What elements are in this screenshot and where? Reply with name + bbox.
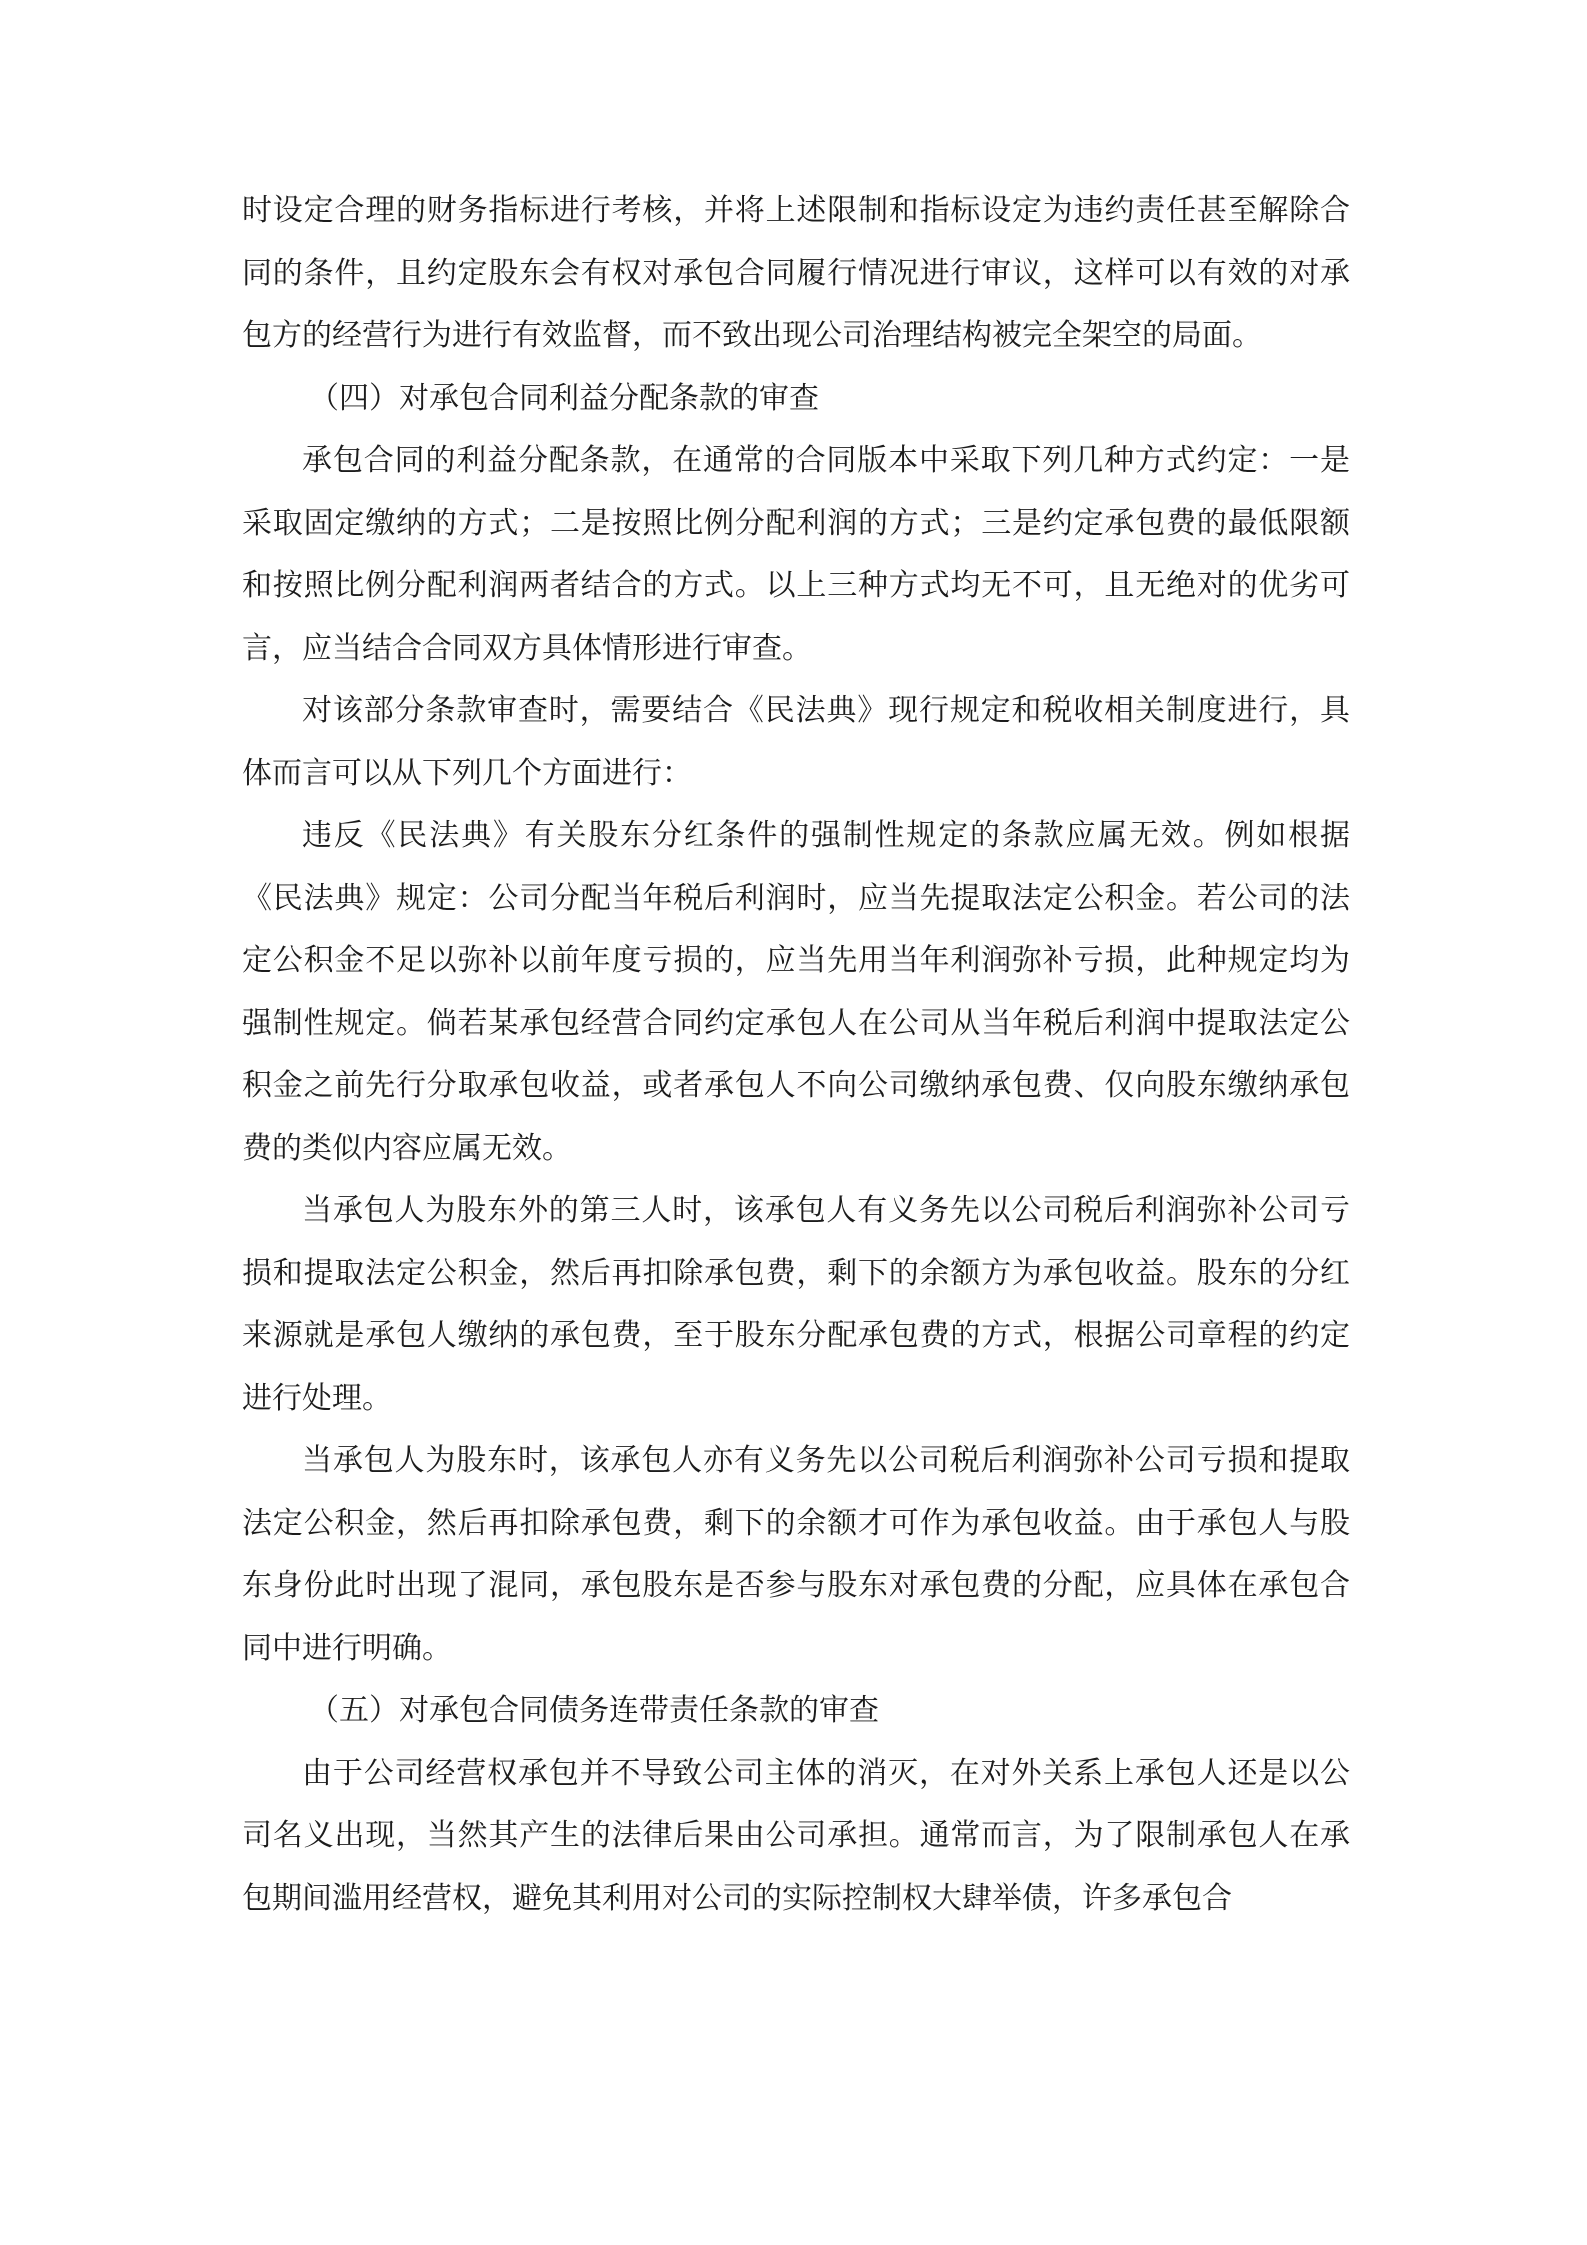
paragraph: 承包合同的利益分配条款，在通常的合同版本中采取下列几种方式约定：一是采取固定缴纳的方式；二是按照比例分配利润的方式；三是约定承包费的最低限额和按照比例分配利润两者结合的方式。以上三种方式均无不可，且无绝对的优劣可言，应当结合合同双方具体情形进行审查。: [242, 443, 1350, 666]
document-body: [242, 180, 1350, 1930]
section-heading-5: （五）对承包合同债务连带责任条款的审查: [309, 1693, 879, 1728]
paragraph: 当承包人为股东外的第三人时，该承包人有义务先以公司税后利润弥补公司亏损和提取法定公积金，然后再扣除承包费，剩下的余额方为承包收益。股东的分红来源就是承包人缴纳的承包费，至于股东分配承包费的方式，根据公司章程的约定进行处理。: [242, 1193, 1350, 1416]
paragraph-continuation: 时设定合理的财务指标进行考核，并将上述限制和指标设定为违约责任甚至解除合同的条件，且约定股东会有权对承包合同履行情况进行审议，这样可以有效的对承包方的经营行为进行有效监督，而不致出现公司治理结构被完全架空的局面。: [242, 193, 1350, 353]
paragraph: 当承包人为股东时，该承包人亦有义务先以公司税后利润弥补公司亏损和提取法定公积金，然后再扣除承包费，剩下的余额才可作为承包收益。由于承包人与股东身份此时出现了混同，承包股东是否参与股东对承包费的分配，应具体在承包合同中进行明确。: [242, 1443, 1350, 1666]
paragraph: 对该部分条款审查时，需要结合《民法典》现行规定和税收相关制度进行，具体而言可以从下列几个方面进行：: [242, 693, 1350, 791]
section-heading-4: （四）对承包合同利益分配条款的审查: [309, 380, 819, 416]
paragraph: 由于公司经营权承包并不导致公司主体的消灭，在对外关系上承包人还是以公司名义出现，当然其产生的法律后果由公司承担。通常而言，为了限制承包人在承包期间滥用经营权，避免其利用对公司的实际控制权大肆举债，许多承包合: [242, 1755, 1350, 1916]
paragraph: 违反《民法典》有关股东分红条件的强制性规定的条款应属无效。例如根据《民法典》规定：公司分配当年税后利润时，应当先提取法定公积金。若公司的法定公积金不足以弥补以前年度亏损的，应当先用当年利润弥补亏损，此种规定均为强制性规定。倘若某承包经营合同约定承包人在公司从当年税后利润中提取法定公积金之前先行分取承包收益，或者承包人不向公司缴纳承包费、仅向股东缴纳承包费的类似内容应属无效。: [242, 818, 1350, 1166]
